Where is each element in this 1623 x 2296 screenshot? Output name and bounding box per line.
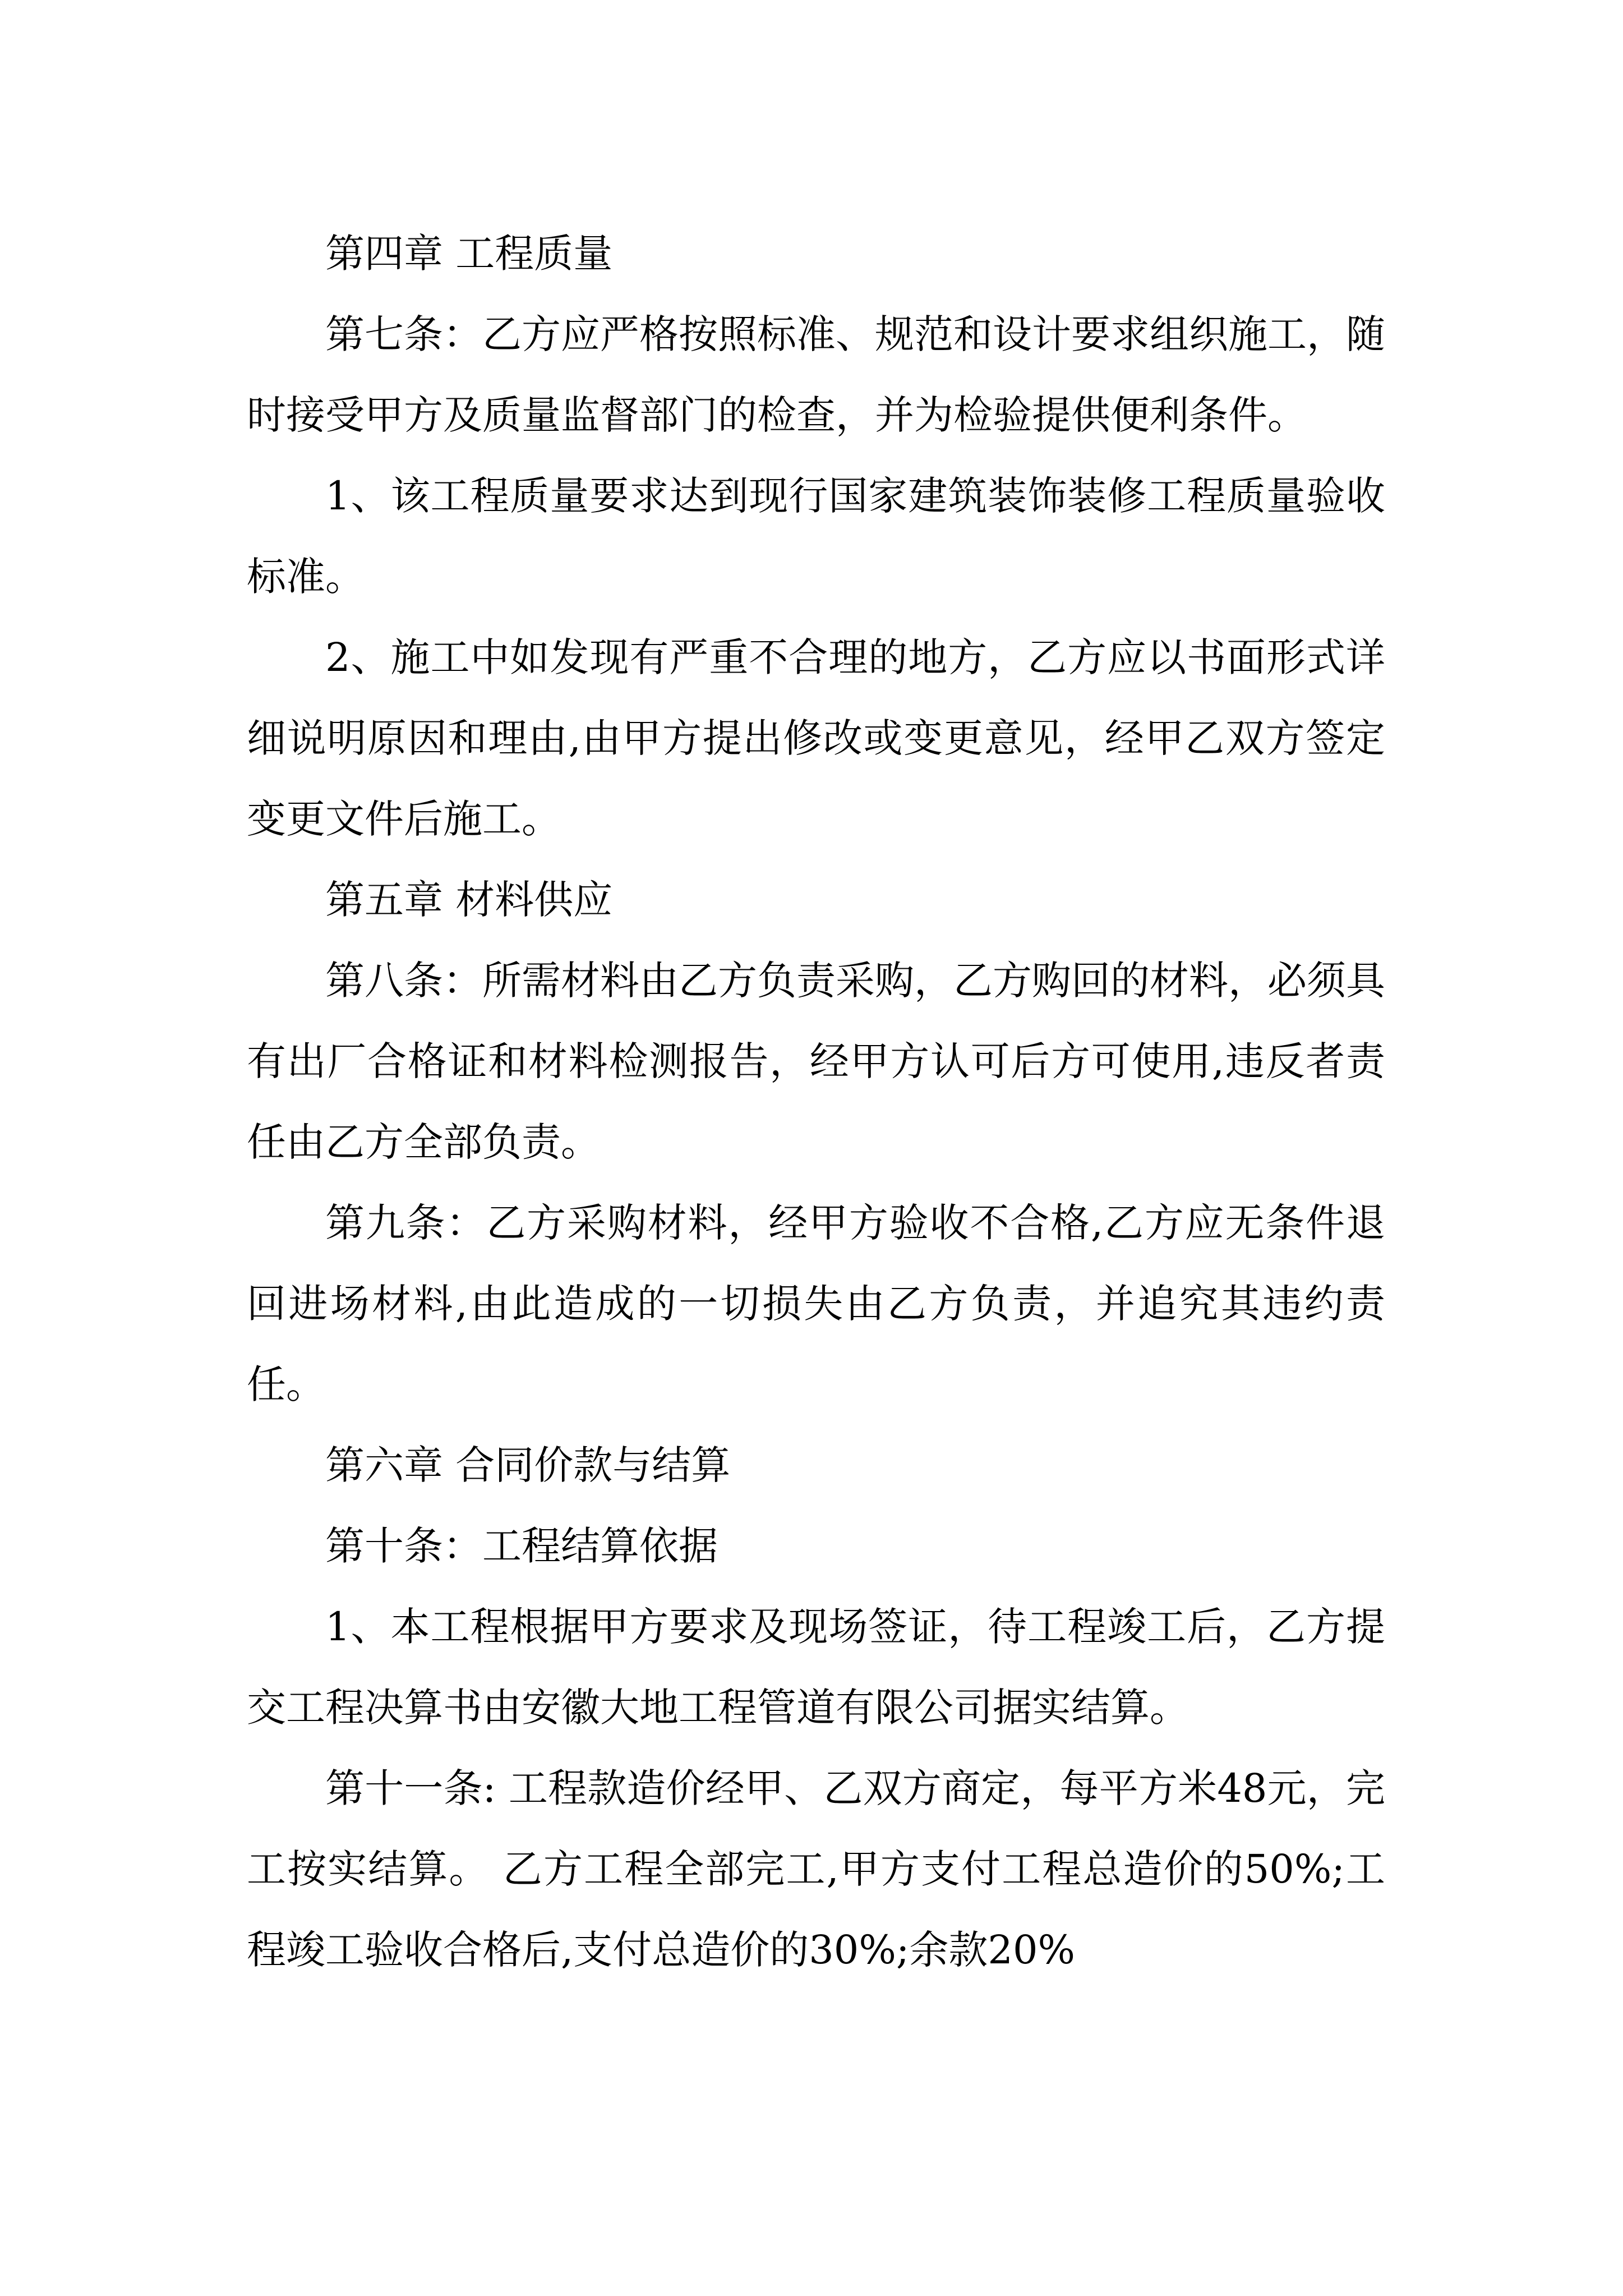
- design-change-paragraph: 2、施工中如发现有严重不合理的地方，乙方应以书面形式详细说明原因和理由,由甲方提出修改或变更意见，经甲乙双方签定变更文件后施工。: [247, 634, 1385, 842]
- chapter-six-heading: 第六章 合同价款与结算: [325, 1442, 731, 1488]
- article-eight-paragraph: 第八条：所需材料由乙方负责采购，乙方购回的材料，必须具有出厂合格证和材料检测报告，经甲方认可后方可使用,违反者责任由乙方全部负责。: [247, 958, 1385, 1165]
- article-seven-paragraph: 第七条：乙方应严格按照标准、规范和设计要求组织施工，随时接受甲方及质量监督部门的检查，并为检验提供便利条件。: [247, 311, 1385, 438]
- article-nine-paragraph: 第九条：乙方采购材料，经甲方验收不合格,乙方应无条件退回进场材料,由此造成的一切损失由乙方负责，并追究其违约责任。: [247, 1200, 1385, 1407]
- article-ten-heading: 第十条：工程结算依据: [325, 1523, 718, 1569]
- article-eleven-paragraph: 第十一条: 工程款造价经甲、乙双方商定，每平方米48元，完工按实结算。 乙方工程全部完工,甲方支付工程总造价的50%;工程竣工验收合格后,支付总造价的30%;余款20%: [247, 1765, 1385, 1973]
- document-body: [247, 213, 1385, 1990]
- quality-standard-paragraph: 1、该工程质量要求达到现行国家建筑装饰装修工程质量验收标准。: [247, 473, 1385, 600]
- chapter-four-heading: 第四章 工程质量: [325, 231, 613, 277]
- chapter-five-heading: 第五章 材料供应: [325, 877, 613, 923]
- settlement-basis-paragraph: 1、本工程根据甲方要求及现场签证，待工程竣工后，乙方提交工程决算书由安徽大地工程管道有限公司据实结算。: [247, 1604, 1385, 1731]
